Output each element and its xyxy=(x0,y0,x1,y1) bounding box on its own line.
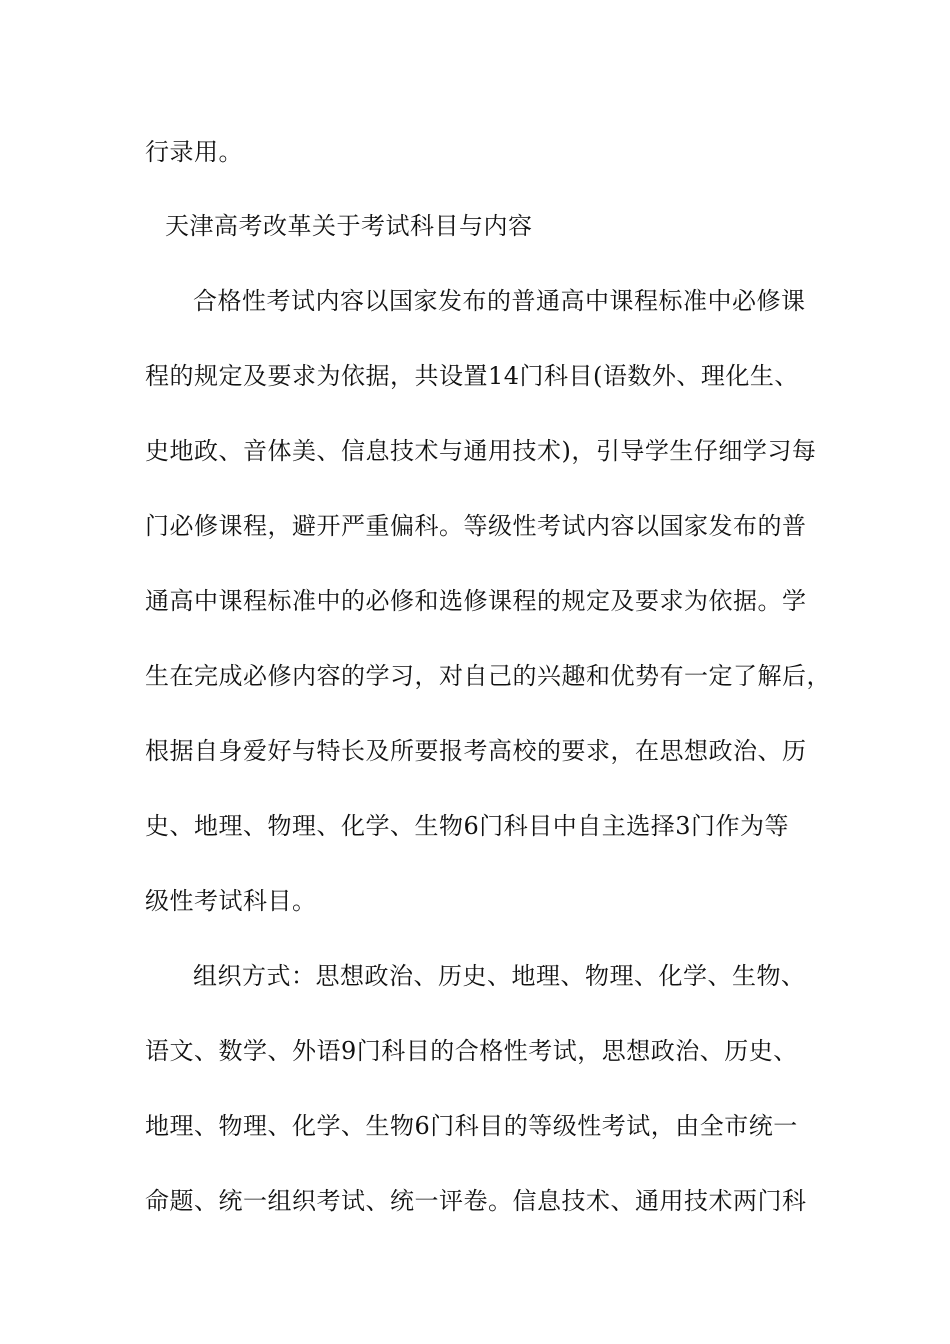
paragraph-line: 命题、统一组织考试、统一评卷。信息技术、通用技术两门科 xyxy=(145,1187,807,1215)
paragraph-line: 史、地理、物理、化学、生物6门科目中自主选择3门作为等 xyxy=(145,812,790,840)
paragraph-line: 行录用。 xyxy=(145,138,243,166)
paragraph-line: 通高中课程标准中的必修和选修课程的规定及要求为依据。学 xyxy=(145,587,807,615)
paragraph-line: 级性考试科目。 xyxy=(145,887,317,915)
paragraph-line: 史地政、音体美、信息技术与通用技术)，引导学生仔细学习每 xyxy=(145,437,817,465)
paragraph-line: 合格性考试内容以国家发布的普通高中课程标准中必修课 xyxy=(193,287,806,315)
paragraph-line: 组织方式：思想政治、历史、地理、物理、化学、生物、 xyxy=(193,962,806,990)
section-heading: 天津高考改革关于考试科目与内容 xyxy=(165,212,533,240)
paragraph-line: 生在完成必修内容的学习，对自己的兴趣和优势有一定了解后， xyxy=(145,662,831,690)
paragraph-line: 门必修课程，避开严重偏科。等级性考试内容以国家发布的普 xyxy=(145,512,807,540)
paragraph-line: 根据自身爱好与特长及所要报考高校的要求，在思想政治、历 xyxy=(145,737,807,765)
paragraph-line: 语文、数学、外语9门科目的合格性考试，思想政治、历史、 xyxy=(145,1037,798,1065)
paragraph-line: 程的规定及要求为依据，共设置14门科目(语数外、理化生、 xyxy=(145,362,799,390)
paragraph-line: 地理、物理、化学、生物6门科目的等级性考试，由全市统一 xyxy=(145,1112,798,1140)
